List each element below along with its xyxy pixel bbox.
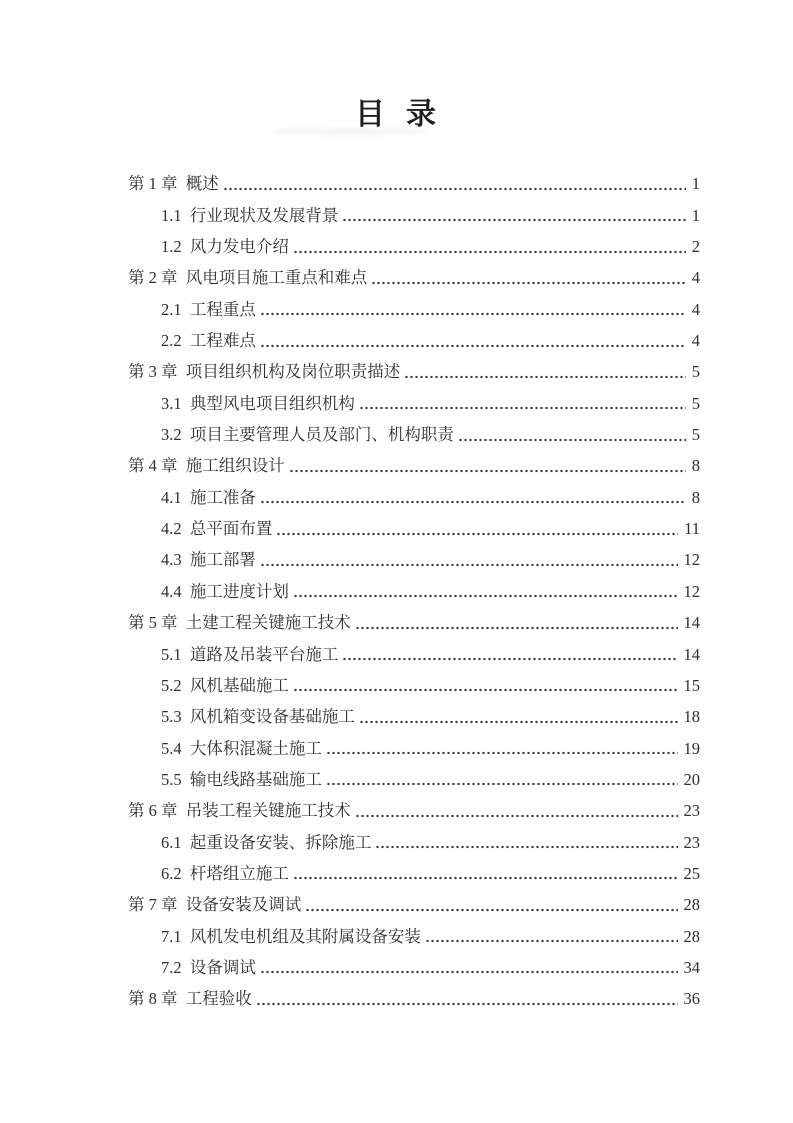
dot-leader: [425, 939, 678, 943]
dot-leader: [375, 845, 677, 849]
toc-entry-page: 28: [683, 895, 700, 915]
dot-leader: [342, 218, 685, 222]
toc-entry-page: 14: [683, 613, 700, 633]
toc-entry-6[interactable]: [128, 320, 700, 351]
dot-leader: [326, 751, 678, 755]
toc-entry-page: 18: [683, 707, 700, 727]
toc-entry-label: 5.4 大体积混凝土施工: [161, 738, 322, 758]
toc-entry-page: 34: [683, 957, 700, 977]
toc-entry-9[interactable]: [128, 414, 700, 445]
toc-entry-13[interactable]: [128, 539, 700, 570]
toc-entry-8[interactable]: [128, 382, 700, 413]
toc-entry-label: 2.1 工程重点: [161, 299, 256, 319]
dot-leader: [260, 312, 686, 316]
dot-leader: [289, 469, 686, 473]
toc-entry-label: 6.2 杆塔组立施工: [161, 863, 289, 883]
toc-entry-12[interactable]: [128, 508, 700, 539]
toc-entry-label: 5.5 输电线路基础施工: [161, 769, 322, 789]
toc-entry-label: 7.2 设备调试: [161, 957, 256, 977]
toc-entry-label: 5.1 道路及吊装平台施工: [161, 644, 339, 664]
dot-leader: [359, 720, 678, 724]
toc-entry-20[interactable]: [128, 759, 700, 790]
toc-entry-label: 第 5 章 土建工程关键施工技术: [128, 613, 351, 633]
toc-entry-label: 5.2 风机基础施工: [161, 675, 289, 695]
page-title: 目 录: [355, 98, 438, 131]
toc-entry-page: 25: [683, 863, 700, 883]
toc-entry-page: 12: [683, 581, 700, 601]
toc-entry-page: 15: [683, 675, 700, 695]
toc-entry-21[interactable]: [128, 790, 700, 821]
dot-leader: [260, 344, 686, 348]
dot-leader: [404, 375, 686, 379]
toc-entry-page: 23: [683, 832, 700, 852]
toc-entry-label: 4.2 总平面布置: [161, 519, 273, 539]
toc-entry-page: 23: [683, 801, 700, 821]
toc-entry-label: 2.2 工程难点: [161, 331, 256, 351]
dot-leader: [260, 500, 686, 504]
toc-entry-page: 1: [691, 174, 700, 194]
toc-entry-25[interactable]: [128, 915, 700, 946]
toc-entry-page: 11: [684, 519, 700, 539]
toc-entry-11[interactable]: [128, 476, 700, 507]
toc-entry-10[interactable]: [128, 445, 700, 476]
toc-entry-24[interactable]: [128, 884, 700, 915]
dot-leader: [355, 626, 678, 630]
toc-entry-page: 2: [691, 237, 700, 257]
toc-entry-label: 4.4 施工进度计划: [161, 581, 289, 601]
dot-leader: [458, 438, 686, 442]
toc-entry-page: 1: [691, 205, 700, 225]
dot-leader: [293, 594, 678, 598]
toc-entry-label: 1.1 行业现状及发展背景: [161, 205, 339, 225]
toc-entry-27[interactable]: [128, 978, 700, 1009]
toc-entry-page: 4: [691, 299, 700, 319]
toc-entry-page: 5: [691, 393, 700, 413]
toc-entry-label: 3.2 项目主要管理人员及部门、机构职责: [161, 425, 454, 445]
toc-entry-page: 20: [683, 769, 700, 789]
dot-leader: [371, 281, 686, 285]
toc-entry-page: 8: [691, 487, 700, 507]
dot-leader: [276, 532, 678, 536]
dot-leader: [305, 908, 677, 912]
toc-entry-15[interactable]: [128, 602, 700, 633]
toc-entry-22[interactable]: [128, 821, 700, 852]
toc-entry-label: 第 2 章 风电项目施工重点和难点: [128, 268, 368, 288]
toc-entry-page: 8: [691, 456, 700, 476]
toc-entry-page: 12: [683, 550, 700, 570]
dot-leader: [342, 657, 677, 661]
toc-entry-label: 第 3 章 项目组织机构及岗位职责描述: [128, 362, 401, 382]
toc-entry-label: 第 8 章 工程验收: [128, 989, 252, 1009]
toc-entry-page: 14: [683, 644, 700, 664]
dot-leader: [293, 250, 686, 254]
toc-entry-page: 19: [683, 738, 700, 758]
toc-list: [128, 163, 700, 1009]
toc-entry-3[interactable]: [128, 226, 700, 257]
toc-entry-26[interactable]: [128, 947, 700, 978]
dot-leader: [260, 970, 678, 974]
toc-entry-label: 3.1 典型风电项目组织机构: [161, 393, 355, 413]
toc-entry-label: 1.2 风力发电介绍: [161, 237, 289, 257]
toc-entry-5[interactable]: [128, 288, 700, 319]
toc-entry-14[interactable]: [128, 570, 700, 601]
dot-leader: [326, 782, 678, 786]
toc-entry-label: 4.3 施工部署: [161, 550, 256, 570]
toc-entry-4[interactable]: [128, 257, 700, 288]
toc-entry-label: 第 1 章 概述: [128, 174, 219, 194]
toc-entry-label: 5.3 风机箱变设备基础施工: [161, 707, 355, 727]
toc-entry-label: 7.1 风机发电机组及其附属设备安装: [161, 926, 421, 946]
dot-leader: [256, 1002, 678, 1006]
toc-entry-label: 6.1 起重设备安装、拆除施工: [161, 832, 372, 852]
toc-entry-16[interactable]: [128, 633, 700, 664]
toc-entry-page: 4: [691, 331, 700, 351]
dot-leader: [355, 814, 678, 818]
toc-entry-page: 5: [691, 362, 700, 382]
dot-leader: [293, 876, 678, 880]
toc-entry-18[interactable]: [128, 696, 700, 727]
toc-entry-label: 第 4 章 施工组织设计: [128, 456, 285, 476]
toc-entry-label: 第 6 章 吊装工程关键施工技术: [128, 801, 351, 821]
toc-entry-label: 第 7 章 设备安装及调试: [128, 895, 302, 915]
toc-entry-label: 4.1 施工准备: [161, 487, 256, 507]
dot-leader: [223, 187, 686, 191]
toc-entry-page: 5: [691, 425, 700, 445]
toc-entry-19[interactable]: [128, 727, 700, 758]
toc-entry-page: 28: [683, 926, 700, 946]
toc-entry-page: 4: [691, 268, 700, 288]
toc-entry-1[interactable]: [128, 163, 700, 194]
dot-leader: [260, 563, 678, 567]
toc-entry-7[interactable]: [128, 351, 700, 382]
toc-entry-23[interactable]: [128, 853, 700, 884]
toc-entry-page: 36: [683, 989, 700, 1009]
scan-smudge: [270, 128, 430, 135]
toc-entry-17[interactable]: [128, 665, 700, 696]
toc-entry-2[interactable]: [128, 194, 700, 225]
dot-leader: [359, 406, 686, 410]
dot-leader: [293, 688, 678, 692]
